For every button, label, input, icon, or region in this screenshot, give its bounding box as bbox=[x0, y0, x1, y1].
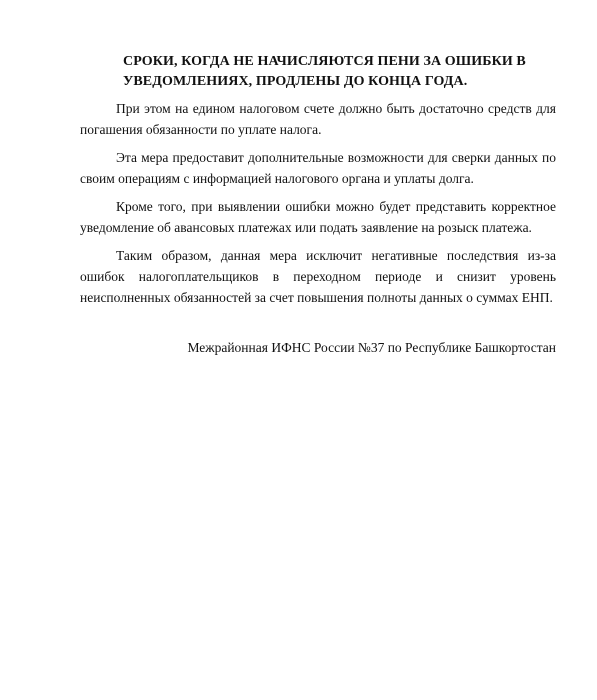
document-signature: Межрайонная ИФНС России №37 по Республике Башкортостан bbox=[187, 340, 556, 355]
paragraph-reconciliation: Эта мера предоставит дополнительные возможности для сверки данных по своим операциям с информацией налогового органа и уплаты долга. bbox=[80, 150, 556, 186]
paragraph-balance-requirement: При этом на едином налоговом счете должно быть достаточно средств для погашения обязанности по уплате налога. bbox=[80, 101, 556, 137]
document-title: СРОКИ, КОГДА НЕ НАЧИСЛЯЮТСЯ ПЕНИ ЗА ОШИБКИ В УВЕДОМЛЕНИЯХ, ПРОДЛЕНЫ ДО КОНЦА ГОДА. bbox=[123, 54, 526, 89]
document-page bbox=[80, 52, 556, 358]
paragraph-conclusion: Таким образом, данная мера исключит негативные последствия из-за ошибок налогоплательщиков в переходном периоде и снизит уровень неисполненных обязанностей за счет повышения полноты данных о суммах ЕНП. bbox=[80, 248, 556, 305]
paragraph-corrections: Кроме того, при выявлении ошибки можно будет представить корректное уведомление об авансовых платежах или подать заявление на розыск платежа. bbox=[80, 199, 556, 235]
